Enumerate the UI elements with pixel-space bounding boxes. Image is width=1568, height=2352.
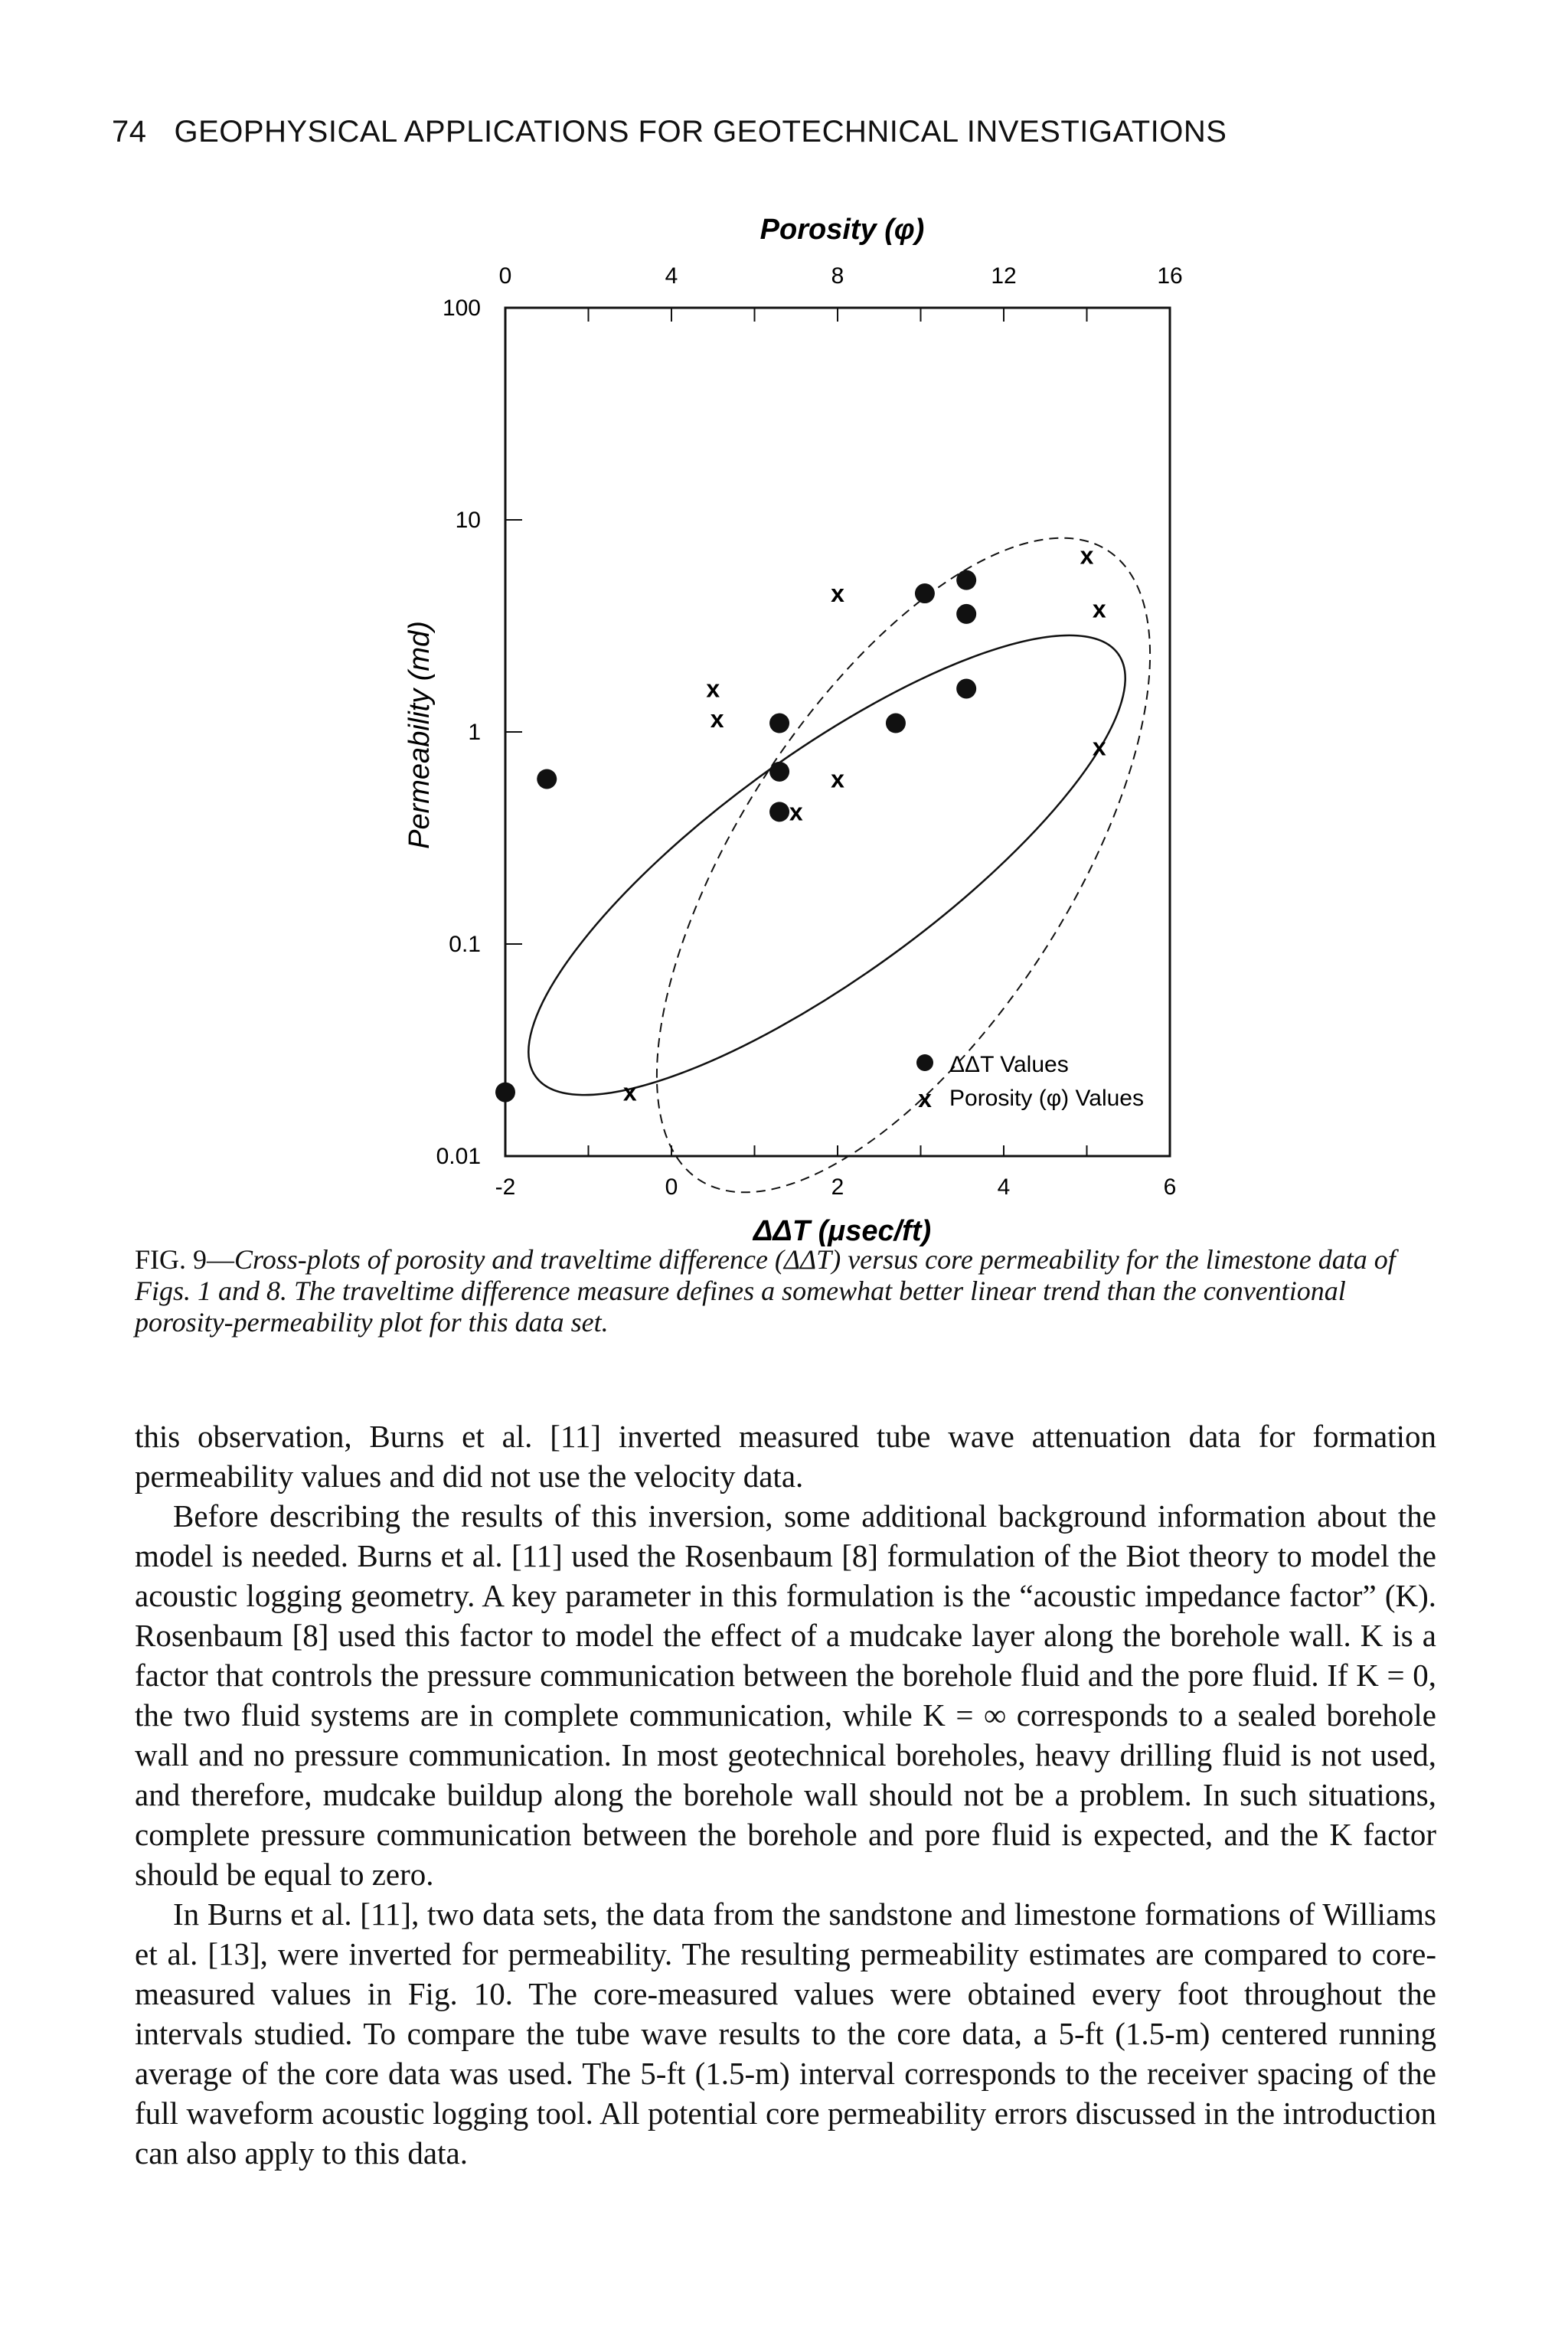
porosity-point: x	[1092, 595, 1106, 623]
bottom-tick-label: 2	[831, 1174, 844, 1200]
top-tick-label: 8	[831, 263, 844, 289]
y-tick-label: 0.01	[436, 1144, 481, 1169]
porosity-point: x	[706, 675, 720, 703]
delta-t-point	[915, 583, 935, 603]
paragraph-2: Before describing the results of this inversion, some additional background information about the model is needed. Burns et al. [11] used the Rosenbaum [8] formulation of the Biot theory to model the acoustic logging geometry. A key parameter in this formulation is the “acoustic impedance factor” (K). Rosenbaum [8] used this factor to model the effect of a mudcake layer along the borehole wall. K is a factor that controls the pressure communication between the borehole fluid and the pore fluid. If K = 0, the two fluid systems are in complete communication, while K = ∞ corresponds to a sealed borehole wall and no pressure communication. In most geotechnical boreholes, heavy drilling fluid is not used, and therefore, mudcake buildup along the borehole wall should not be a problem. In such situations, complete pressure communication between the borehole and pore fluid is expected, and the K factor should be equal to zero.	[135, 1498, 1436, 1892]
legend-dot-marker	[916, 1054, 933, 1071]
bottom-axis-ticks	[495, 1145, 1177, 1200]
porosity-point: x	[831, 765, 844, 793]
delta-t-point	[769, 802, 789, 822]
cross-plot-figure	[0, 191, 1568, 1247]
running-header	[112, 115, 1227, 149]
y-tick-label: 0.1	[449, 932, 481, 957]
porosity-point: x	[831, 580, 844, 608]
porosity-trend-ellipse	[561, 461, 1246, 1269]
caption-label: FIG. 9—	[135, 1244, 235, 1275]
top-tick-label: 12	[991, 263, 1017, 289]
porosity-point: x	[1080, 541, 1094, 570]
delta-t-point	[956, 604, 976, 624]
delta-t-point	[495, 1083, 515, 1102]
delta-t-trend-ellipse	[471, 564, 1184, 1166]
top-tick-label: 0	[498, 263, 512, 289]
left-axis-ticks	[436, 296, 522, 1169]
top-tick-label: 16	[1157, 263, 1183, 289]
legend-x-marker: x	[918, 1085, 932, 1112]
paragraph-3: In Burns et al. [11], two data sets, the data from the sandstone and limestone formations of Williams et al. [13], were inverted for permeability. The resulting permeability estimates are compared to core-measured values in Fig. 10. The core-measured values were obtained every foot throughout the intervals studied. To compare the tube wave results to the core data, a 5-ft (1.5-m) centered running average of the core data was used. The 5-ft (1.5-m) interval corresponds to the receiver spacing of the full waveform acoustic logging tool. All potential core permeability errors discussed in the introduction can also apply to this data.	[135, 1896, 1436, 2171]
legend-porosity-label: Porosity (φ) Values	[949, 1086, 1144, 1111]
y-tick-label: 10	[455, 508, 481, 533]
bottom-tick-label: 0	[665, 1174, 678, 1200]
delta-t-point	[769, 714, 789, 733]
page-number: 74	[112, 115, 147, 149]
porosity-point: x	[710, 705, 724, 733]
porosity-point: x	[1092, 733, 1106, 761]
delta-t-point	[769, 762, 789, 782]
legend-delta-t-label: ΔΔT Values	[949, 1052, 1069, 1077]
plot-frame	[505, 308, 1170, 1156]
delta-t-point	[956, 678, 976, 698]
top-axis-title: Porosity (φ)	[760, 214, 925, 246]
top-axis-ticks	[499, 263, 1183, 322]
delta-t-point	[537, 769, 557, 789]
running-title: GEOPHYSICAL APPLICATIONS FOR GEOTECHNICAL INVESTIGATIONS	[174, 115, 1227, 149]
delta-t-point	[956, 570, 976, 590]
y-tick-label: 100	[442, 296, 481, 321]
data-points	[495, 541, 1106, 1106]
y-axis-title: Permeability (md)	[403, 621, 436, 849]
porosity-point: x	[622, 1078, 637, 1106]
caption-text: Cross-plots of porosity and traveltime difference (ΔΔT) versus core permeability for the limestone data of Figs. 1 and 8. The traveltime difference measure defines a somewhat better linear trend than the conventional porosity-permeability plot for this data set.	[135, 1244, 1396, 1338]
bottom-tick-label: -2	[495, 1174, 516, 1200]
y-tick-label: 1	[468, 720, 481, 745]
bottom-tick-label: 4	[997, 1174, 1011, 1200]
delta-t-point	[886, 714, 906, 733]
figure-caption	[135, 1244, 1436, 1338]
body-text	[135, 1416, 1436, 2173]
bottom-tick-label: 6	[1163, 1174, 1177, 1200]
porosity-point: x	[789, 798, 803, 826]
top-tick-label: 4	[665, 263, 678, 289]
bottom-axis-title: ΔΔT (μsec/ft)	[753, 1215, 932, 1247]
paragraph-1: this observation, Burns et al. [11] inverted measured tube wave attenuation data for formation permeability values and did not use the velocity data.	[135, 1419, 1436, 1494]
